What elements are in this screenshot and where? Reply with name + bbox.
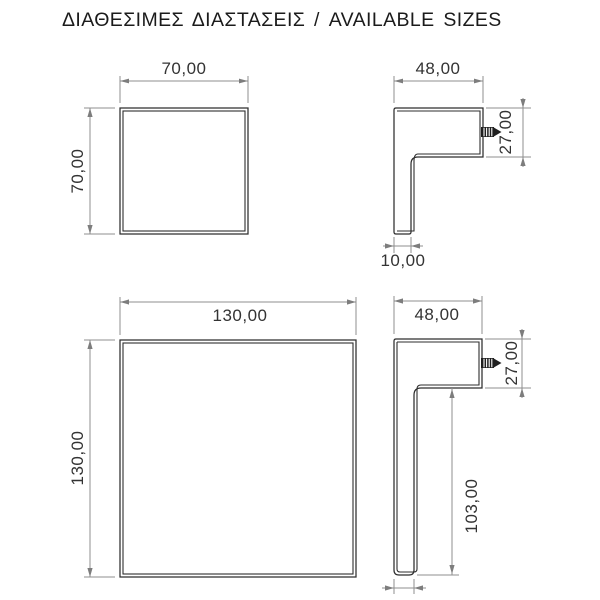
dimension-label-depth-48-top: 48,00	[415, 59, 461, 78]
dimension-label-width-70: 70,00	[161, 59, 207, 78]
view-side-70	[380, 59, 531, 270]
page-title: ΔΙΑΘΕΣΙΜΕΣ ΔΙΑΣΤΑΣΕΙΣ / AVAILABLE SIZES	[62, 9, 502, 31]
dimension-height-130	[68, 340, 115, 577]
dimension-label-flange-27-bottom: 27,00	[502, 340, 521, 386]
view-side-130	[382, 296, 531, 594]
square-face-130	[120, 340, 356, 577]
dimension-foot-10	[380, 237, 425, 270]
bracket-profile-130	[394, 339, 482, 575]
dimension-foot-bottom-cropped	[382, 579, 426, 594]
square-face-70	[120, 108, 248, 234]
dimension-label-width-130: 130,00	[212, 306, 268, 325]
dimension-width-70	[120, 59, 248, 103]
view-front-70	[68, 59, 248, 234]
dimension-depth-48-top	[394, 59, 483, 103]
screw-icon	[481, 358, 502, 368]
dimension-label-leg-103: 103,00	[462, 478, 481, 534]
dimension-label-depth-48-bottom: 48,00	[414, 305, 460, 324]
view-front-130	[68, 297, 356, 577]
dimension-label-flange-27-top: 27,00	[496, 109, 515, 155]
dimension-depth-48-bottom	[394, 296, 482, 334]
dimension-label-height-70: 70,00	[68, 148, 87, 194]
dimension-width-130	[120, 297, 356, 335]
dimension-label-height-130: 130,00	[68, 430, 87, 486]
bracket-profile-70	[394, 108, 483, 234]
dimension-leg-103	[417, 388, 481, 575]
dimension-label-foot-10: 10,00	[380, 251, 426, 270]
dimension-height-70	[68, 108, 115, 234]
